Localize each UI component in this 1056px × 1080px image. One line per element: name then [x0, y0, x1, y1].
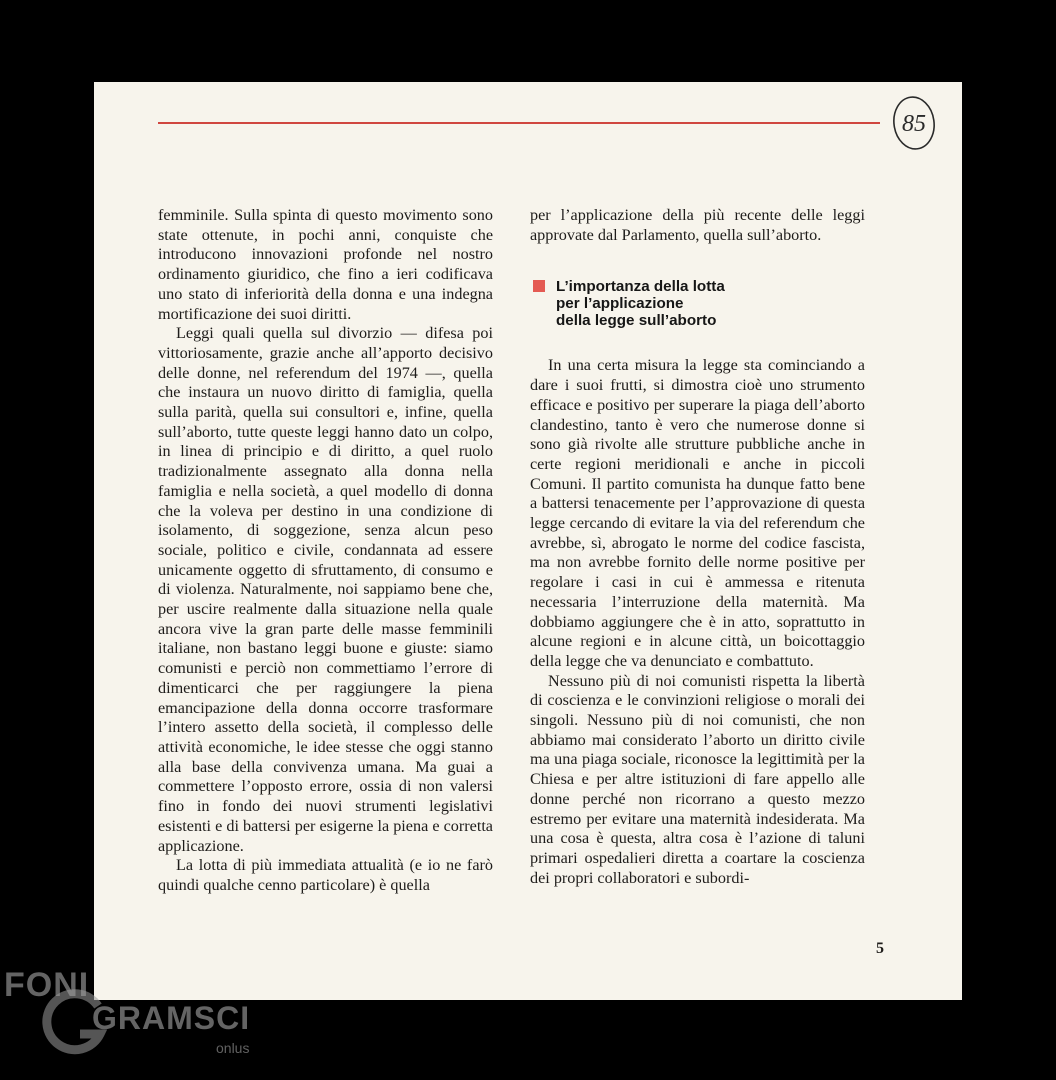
- paragraph: femminile. Sulla spinta di questo movimento sono state ottenute, in pochi anni, conquiste che introducono innovazioni profonde nel nostro ordinamento giuridico, che fino a ieri codificava uno stato di inferiorità della donna e una indegna mortificazione dei suoi diritti.: [158, 206, 493, 323]
- section-heading: [530, 278, 865, 329]
- heading-line: L’importanza della lotta: [556, 278, 725, 296]
- page-number: 5: [876, 940, 884, 957]
- left-column: [158, 206, 493, 896]
- heading-line: per l’applicazione: [556, 295, 684, 313]
- top-rule: [158, 122, 880, 124]
- watermark-foni: FONI: [4, 966, 90, 1004]
- paragraph: La lotta di più immediata attualità (e io ne farò quindi qualche cenno particolare) è quella: [158, 856, 493, 894]
- paragraph: Leggi quali quella sul divorzio — difesa poi vittoriosamente, grazie anche all’apporto decisivo delle donne, nel referendum del 1974 —, quella che instaura un nuovo diritto di famiglia, quella sulla parità, quella sui consultori e, infine, quella sull’aborto, tutte queste leggi hanno dato un colpo, in linea di principio e di diritto, a quel ruolo tradizionalmente assegnato alla donna nella famiglia e nella società, a quel modello di donna che la voleva per destino in una condizione di isolamento, di soggezione, senza alcun peso sociale, politico e civile, condannata ad essere unicamente oggetto di sfruttamento, di consumo e di violenza. Naturalmente, noi sappiamo bene che, per uscire realmente dalla situazione nella quale ancora vive la gran parte delle masse femminili italiane, non bastano leggi buone e giuste: siamo comunisti e perciò non commettiamo l’errore di dimenticarci che per raggiungere la piena emancipazione della donna occorre trasformare l’intero assetto della società, il complesso delle attività economiche, le idee stesse che oggi stanno alla base della convivenza umana. Ma guai a commettere l’opposto errore, ossia di non valersi fino in fondo dei nuovi strumenti legislativi esistenti e di battersi per esigerne la piena e corretta applicazione.: [158, 324, 493, 855]
- paragraph: In una certa misura la legge sta cominciando a dare i suoi frutti, si dimostra cioè uno strumento efficace e positivo per superare la piaga dell’aborto clandestino, tanto è vero che numerose donne si sono già rivolte alle strutture pubbliche anche in certe regioni meridionali e anche in piccoli Comuni. Il partito comunista ha dunque fatto bene a battersi tenacemente per l’approvazione di questa legge cercando di evitare la via del referendum che avrebbe, sì, abrogato le norme del codice fascista, ma non avrebbe fornito delle norme positive per regolare i casi in cui è ammessa e ritenuta necessaria l’interruzione della maternità. Ma dobbiamo aggiungere che è in atto, soprattutto in alcune regioni e in alcune città, un boicottaggio della legge che va denunciato e combattuto.: [530, 356, 865, 670]
- right-column: [530, 206, 865, 888]
- archive-watermark: [0, 960, 270, 1060]
- paragraph: per l’applicazione della più recente delle leggi approvate dal Parlamento, quella sull’aborto.: [530, 206, 865, 244]
- scanned-page: [94, 82, 962, 1000]
- handwritten-page-number: [891, 94, 937, 152]
- watermark-onlus: onlus: [216, 1040, 250, 1056]
- handwritten-number-text: 85: [902, 111, 926, 137]
- paragraph: Nessuno più di noi comunisti rispetta la libertà di coscienza e le convinzioni religiose o morali dei singoli. Nessuno più di noi comunisti, che non abbiamo mai considerato l’aborto un diritto civile ma una piaga sociale, riconosce la legittimità per la Chiesa e per altre istituzioni di fare appello alle donne perché non ricorrano a questo mezzo estremo per evitare una maternità indesiderata. Ma una cosa è questa, altra cosa è l’azione di taluni primari ospedalieri diretta a coartare la coscienza dei propri collaboratori e subordi-: [530, 671, 865, 887]
- watermark-gramsci: GRAMSCI: [92, 1000, 251, 1036]
- heading-bullet-icon: [533, 280, 545, 292]
- heading-line: della legge sull’aborto: [556, 312, 717, 330]
